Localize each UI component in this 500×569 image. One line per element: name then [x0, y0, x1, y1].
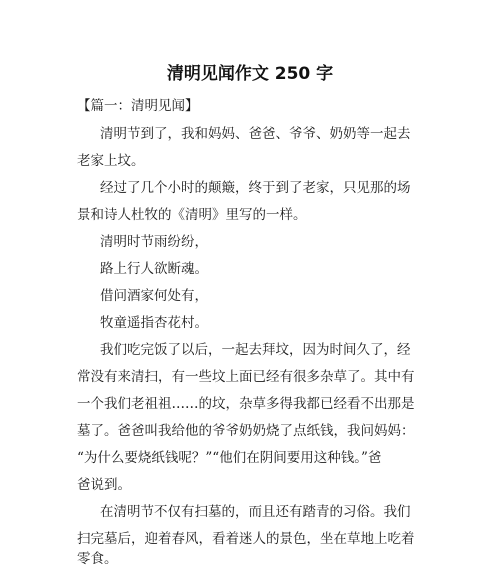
paragraph-line: 我们吃完饭了以后，一起去拜坟，因为时间久了，经: [100, 342, 411, 358]
paragraph-line: “为什么要烧纸钱呢？”“他们在阴间要用这种钱。”爸: [77, 450, 382, 466]
paragraph-line: 零食。: [77, 551, 118, 567]
poem-line: 借问酒家何处有，: [100, 288, 208, 304]
paragraph-line: 老家上坟。: [77, 153, 145, 169]
poem-line: 路上行人欲断魂。: [100, 261, 208, 277]
poem-line: 牧童遥指杏花村。: [100, 315, 208, 331]
section-heading: 【篇一：清明见闻】: [77, 98, 199, 114]
paragraph-line: 清明节到了，我和妈妈、爸爸、爷爷、奶奶等一起去: [100, 126, 411, 142]
paragraph-line: 常没有来清扫，有一些坟上面已经有很多杂草了。其中有: [77, 369, 415, 385]
paragraph-line: 在清明节不仅有扫墓的，而且还有踏青的习俗。我们: [100, 504, 411, 520]
paragraph-line: 墓了。爸爸叫我给他的爷爷奶奶烧了点纸钱，我问妈妈：: [77, 423, 415, 439]
paragraph-line: 景和诗人杜牧的《清明》里写的一样。: [77, 207, 307, 223]
paragraph-line: 爸说到。: [77, 477, 131, 493]
poem-line: 清明时节雨纷纷，: [100, 234, 208, 250]
paragraph-line: 扫完墓后，迎着春风，看着迷人的景色，坐在草地上吃着: [77, 531, 415, 547]
document-title: 清明见闻作文 250 字: [166, 64, 334, 84]
paragraph-line: 一个我们老祖祖……的坟，杂草多得我都已经看不出那是: [77, 396, 415, 412]
paragraph-line: 经过了几个小时的颠簸，终于到了老家，只见那的场: [100, 180, 411, 196]
